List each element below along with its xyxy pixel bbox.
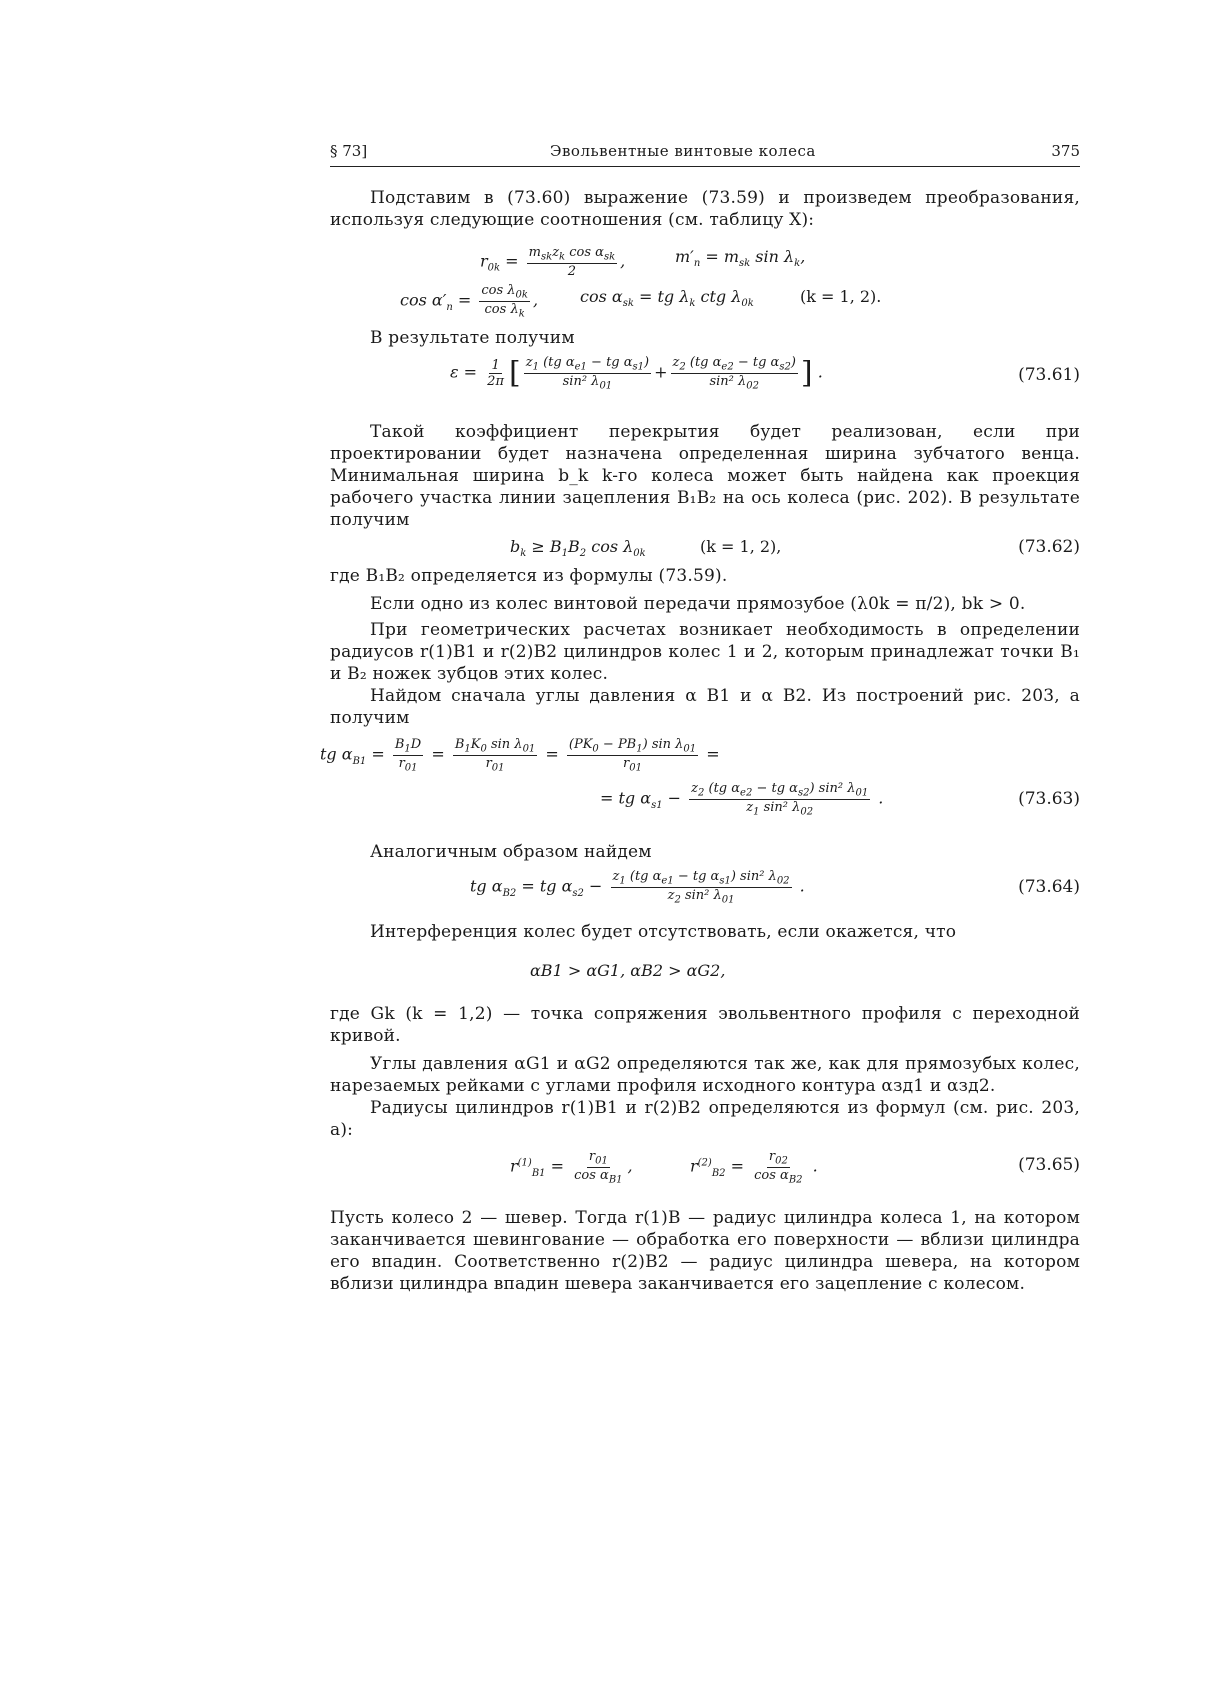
paragraph-11: Углы давления αG1 и αG2 определяются так же, как для прямозубых колес, нарезаемых рейками с углами профиля исходного контура αзд1 и αзд2. [330,1054,1080,1096]
section-number: § 73] [330,142,368,160]
formula-73-63-line-2: = tg $\alpha_{s1}$ − $\frac{z_2 (tg \alpha_{e2} - tg \alpha_{s2}) \sin^2 \lambda_{01}}{z_1 \sin^2 \lambda_{02}}$ . (73.63) [600,781,1080,818]
book-page [320,140,1080,1295]
formula-73-65: $r^{(1)}_{B1}$ = $\frac{r_{01}}{\cos \alpha_{B1}}$ , $r^{(2)}_{B2}$ = $\frac{r_{02}}{\cos \alpha_{B2}}$ . (73.65) [510,1149,1080,1186]
paragraph-13: Пусть колесо 2 — шевер. Тогда r(1)B — радиус цилиндра колеса 1, на котором заканчивается шевингование — обработка его поверхности — вблизи цилиндра его впадин. Соответственно r(2)B2 — радиус цилиндра шевера, на котором вблизи цилиндра впадин шевера заканчивается его зацепление с колесом. [330,1208,1080,1294]
equation-number-73-62: (73.62) [1018,537,1080,557]
interference-inequality: αB1 > αG1, αB2 > αG2, [530,961,726,980]
formula-73-63-line-1: tg $\alpha_{B1}$ = $\frac{B_1D}{r_{01}}$ = $\frac{B_1K_0 \sin \lambda_{01}}{r_{01}}$ = $\frac{(PK_0 - PB_1) \sin \lambda_{01}}{r_{01}}$ = [320,737,720,774]
paragraph-10: где Gk (k = 1,2) — точка сопряжения эвольвентного профиля с переходной кривой. [330,1004,1080,1046]
paragraph-5: Если одно из колес винтовой передачи прямозубое (λ0k = π/2), bk > 0. [370,594,1026,614]
paragraph-8: Аналогичным образом найдем [370,842,652,862]
paragraph-3: Такой коэффициент перекрытия будет реализован, если при проектировании будет назначена определенная ширина зубчатого венца. Минимальная ширина b_k k-го колеса может быть найдена как проекция рабочего участка линии зацепления B₁B₂ на ось колеса (рис. 202). В результате получим [330,422,1080,530]
formula-relations-1: $r_{0k}$ = $\frac{m_{sk}z_k \cos \alpha_{sk}}{2}$ , $m'_n = m_{sk}$ $\sin \lambda_k$, [480,245,806,279]
paragraph-2: В результате получим [370,328,575,348]
paragraph-4: где B₁B₂ определяется из формулы (73.59). [330,566,728,586]
paragraph-12: Радиусы цилиндров r(1)B1 и r(2)B2 определяются из формул (см. рис. 203, a): [330,1098,1080,1140]
k-range: (k = 1, 2). [800,287,882,306]
formula-73-61: ε = $\frac{1}{2\pi}$ [ $\frac{z_1 (tg \alpha_{e1} - tg \alpha_{s1})}{\sin^2 \lambda_{01}}$ + $\frac{z_2 (tg \alpha_{e2} - tg \alpha_{s2})}{\sin^2 \lambda_{02}}$ ] . (73.61) [450,355,1080,392]
running-title: Эвольвентные винтовые колеса [550,142,816,160]
paragraph-7: Найдом сначала углы давления α B1 и α B2. Из построений рис. 203, a получим [330,686,1080,728]
paragraph-9: Интерференция колес будет отсутствовать, если окажется, что [370,922,957,942]
formula-interference-condition [330,943,1080,993]
paragraph-6: При геометрических расчетах возникает необходимость в определении радиусов r(1)B1 и r(2)B2 цилиндров колес 1 и 2, которым принадлежат точки B₁ и B₂ ножек зубцов этих колес. [330,620,1080,684]
formula-relations-2: $\cos \alpha'_n$ = $\frac{\cos \lambda_{0k}}{\cos \lambda_k}$ , $\cos \alpha_{sk}$ = tg $\lambda_k$ ctg $\lambda_{0k}$ (k = 1, 2). [400,283,882,320]
equation-number-73-64: (73.64) [1018,877,1080,897]
running-header [330,140,1080,167]
equation-number-73-61: (73.61) [1018,365,1080,385]
formula-73-62: $b_k \ge B_1B_2$ $\cos \lambda_{0k}$ (k = 1, 2), (73.62) [510,537,1080,560]
formula-73-64: tg $\alpha_{B2}$ = tg $\alpha_{s2}$ − $\frac{z_1 (tg \alpha_{e1} - tg \alpha_{s1}) \sin^2 \lambda_{02}}{z_2 \sin^2 \lambda_{01}}$ . (73.64) [470,869,1080,906]
page-number: 375 [1051,142,1080,160]
paragraph-1: Подставим в (73.60) выражение (73.59) и произведем преобразования, используя следующие соотношения (см. таблицу X): [330,188,1080,230]
equation-number-73-65: (73.65) [1018,1155,1080,1175]
equation-number-73-63: (73.63) [1018,789,1080,809]
